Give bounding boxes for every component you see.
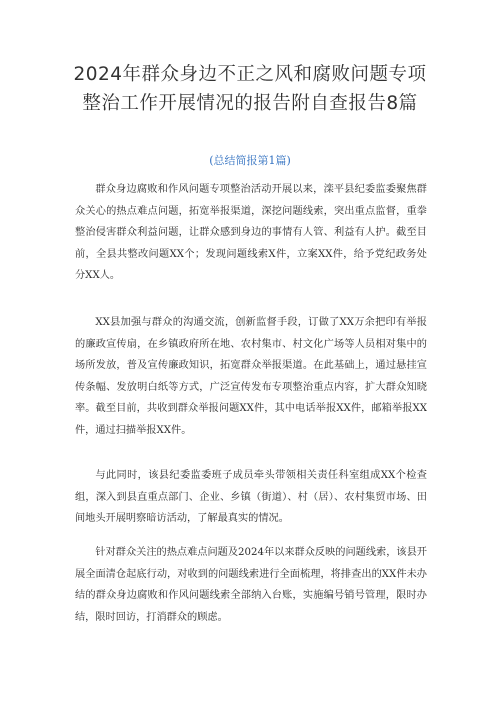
- body-paragraph-4: 针对群众关注的热点难点问题及2024年以来群众反映的问题线索，该县开展全面清仓起底行动，对收到的问题线索进行全面梳理，将排查出的XX件未办结的群众身边腐败和作风问题线索全部纳入台账，实施编号销号管理，限时办结，限时回访，打消群众的顾虑。: [75, 547, 427, 623]
- body-paragraph-2: XX县加强与群众的沟通交流，创新监督手段，订做了XX万余把印有举报的廉政宣传扇，在乡镇政府所在地、农村集市、村文化广场等人员相对集中的场所发放，普及宣传廉政知识，拓宽群众举报渠道。在此基础上，通过悬挂宣传条幅、发放明白纸等方式，广泛宣传发布专项整治重点内容，扩大群众知晓率。截至目前，共收到群众举报问题XX件，其中电话举报XX件，邮箱举报XX件，通过扫描举报XX件。: [75, 317, 427, 436]
- document-title-line-1: 2024年群众身边不正之风和腐败问题专项: [73, 64, 427, 85]
- document-title-line-2: 整治工作开展情况的报告附自查报告8篇: [82, 93, 418, 114]
- document-subtitle: (总结简报第1篇): [209, 154, 291, 167]
- body-paragraph-1: 群众身边腐败和作风问题专项整治活动开展以来，滦平县纪委监委聚焦群众关心的热点难点问题，拓宽举报渠道，深挖问题线索，突出重点监督，重拳整治侵害群众利益问题，让群众感到身边的事情有人管、利益有人护。截至目前，全县共整改问题XX个；发现问题线索X件，立案XX件，给予党纪政务处分XX人。: [75, 184, 427, 281]
- body-paragraph-3: 与此同时，该县纪委监委班子成员牵头带领相关责任科室组成XX个检查组，深入到县直重点部门、企业、乡镇（街道）、村（居）、农村集贸市场、田间地头开展明察暗访活动，了解最真实的情况。: [75, 470, 427, 524]
